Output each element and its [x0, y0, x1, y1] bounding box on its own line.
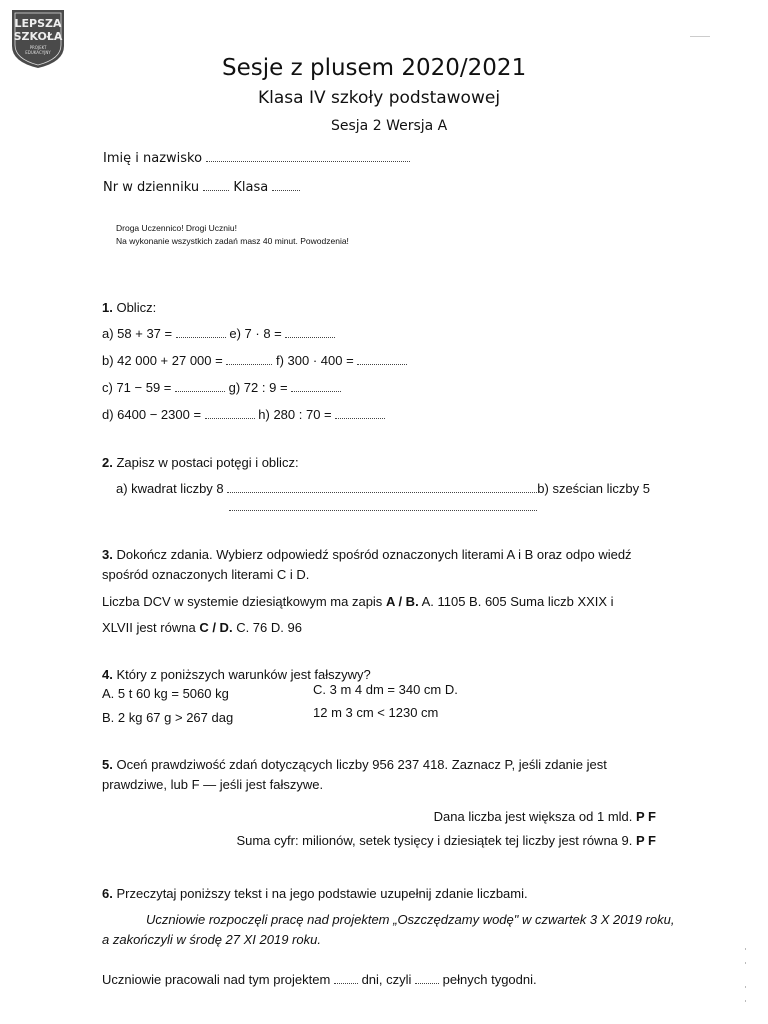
- task4-option-c: C. 3 m 4 dm = 340 cm D.: [313, 682, 458, 697]
- scan-artifact: [745, 986, 746, 988]
- number-class-field: [103, 179, 300, 195]
- session-label: Sesja 2 Wersja A: [331, 118, 448, 134]
- task4-header: 4. Który z poniższych warunków jest fałszywy?: [102, 667, 371, 682]
- class-dotted-line: [272, 179, 300, 191]
- task5-statement2: Suma cyfr: milionów, setek tysięcy i dziesiątek tej liczby jest równa 9. P F: [236, 833, 656, 848]
- task6-answer-sentence: Uczniowie pracowali nad tym projektem dni, czyli pełnych tygodni.: [102, 972, 537, 987]
- task6-header: 6. Przeczytaj poniższy tekst i na jego podstawie uzupełnij zdanie liczbami.: [102, 886, 528, 901]
- task1-row-a: a) 58 + 37 = e) 7 · 8 =: [102, 326, 335, 341]
- task5-line2: prawdziwe, lub F — jeśli jest fałszywe.: [102, 777, 324, 792]
- task5-number: 5.: [102, 757, 113, 772]
- true-false-marker: P F: [636, 833, 656, 848]
- task3-line2: spośród oznaczonych literami C i D.: [102, 567, 310, 582]
- task1-row-c: c) 71 − 59 = g) 72 : 9 =: [102, 380, 341, 395]
- number-label: Nr w dzienniku: [103, 180, 200, 195]
- scan-artifact: [690, 36, 710, 37]
- task4-option-d: 12 m 3 cm < 1230 cm: [313, 705, 439, 720]
- logo-sub2: EDUKACYJNY: [25, 50, 51, 55]
- name-dotted-line: [206, 150, 410, 162]
- lepsza-szkola-logo: [6, 6, 70, 70]
- task5-statement1: Dana liczba jest większa od 1 mld. P F: [433, 809, 656, 824]
- logo-sub1: PROJEKT: [29, 45, 47, 50]
- scan-artifact: [745, 1000, 746, 1002]
- logo-line1: LEPSZA: [14, 17, 62, 30]
- task2-answer-line: [229, 510, 537, 511]
- task1-row-d: d) 6400 − 2300 = h) 280 : 70 =: [102, 407, 385, 422]
- name-label: Imię i nazwisko: [103, 151, 203, 166]
- task6-text-line1: Uczniowie rozpoczęli pracę nad projektem „Oszczędzamy wodę" w czwartek 3 X 2019 roku,: [146, 912, 675, 927]
- task2-number: 2.: [102, 455, 113, 470]
- true-false-marker: P F: [636, 809, 656, 824]
- logo-line2: SZKOŁA: [13, 30, 63, 43]
- task4-option-b: B. 2 kg 67 g > 267 dag: [102, 710, 234, 725]
- task3-number: 3.: [102, 547, 113, 562]
- task6-text-line2: a zakończyli w środę 27 XI 2019 roku.: [102, 932, 321, 947]
- task3-sentence1: Liczba DCV w systemie dziesiątkowym ma zapis A / B. A. 1105 B. 605 Suma liczb XXIX i: [102, 594, 614, 609]
- greeting-line2: Na wykonanie wszystkich zadań masz 40 minut. Powodzenia!: [116, 236, 349, 246]
- task1-header: [102, 300, 156, 315]
- task6-number: 6.: [102, 886, 113, 901]
- page-title: Sesje z plusem 2020/2021: [222, 55, 527, 81]
- task4-number: 4.: [102, 667, 113, 682]
- page-subtitle: Klasa IV szkoły podstawowej: [258, 88, 501, 108]
- scan-artifact: [745, 948, 746, 950]
- class-label: Klasa: [233, 180, 269, 195]
- task1-prompt: Oblicz:: [116, 300, 157, 315]
- task3-line1: 3. Dokończ zdania. Wybierz odpowiedź spośród oznaczonych literami A i B oraz odpo wiedź: [102, 547, 632, 562]
- task4-option-a: A. 5 t 60 kg = 5060 kg: [102, 686, 229, 701]
- task3-sentence2: XLVII jest równa C / D. C. 76 D. 96: [102, 620, 302, 635]
- task2-prompt: Zapisz w postaci potęgi i oblicz:: [116, 455, 299, 470]
- task1-number: 1.: [102, 300, 113, 315]
- task2-line-a: a) kwadrat liczby 8 b) sześcian liczby 5: [116, 481, 650, 496]
- task1-row-b: b) 42 000 + 27 000 = f) 300 · 400 =: [102, 353, 407, 368]
- name-field: [103, 150, 410, 166]
- greeting-line1: Droga Uczennico! Drogi Uczniu!: [116, 223, 237, 233]
- number-dotted-line: [203, 179, 229, 191]
- task5-line1: 5. Oceń prawdziwość zdań dotyczących liczby 956 237 418. Zaznacz P, jeśli zdanie jest: [102, 757, 607, 772]
- scan-artifact: [745, 962, 746, 964]
- task2-header: [102, 455, 299, 470]
